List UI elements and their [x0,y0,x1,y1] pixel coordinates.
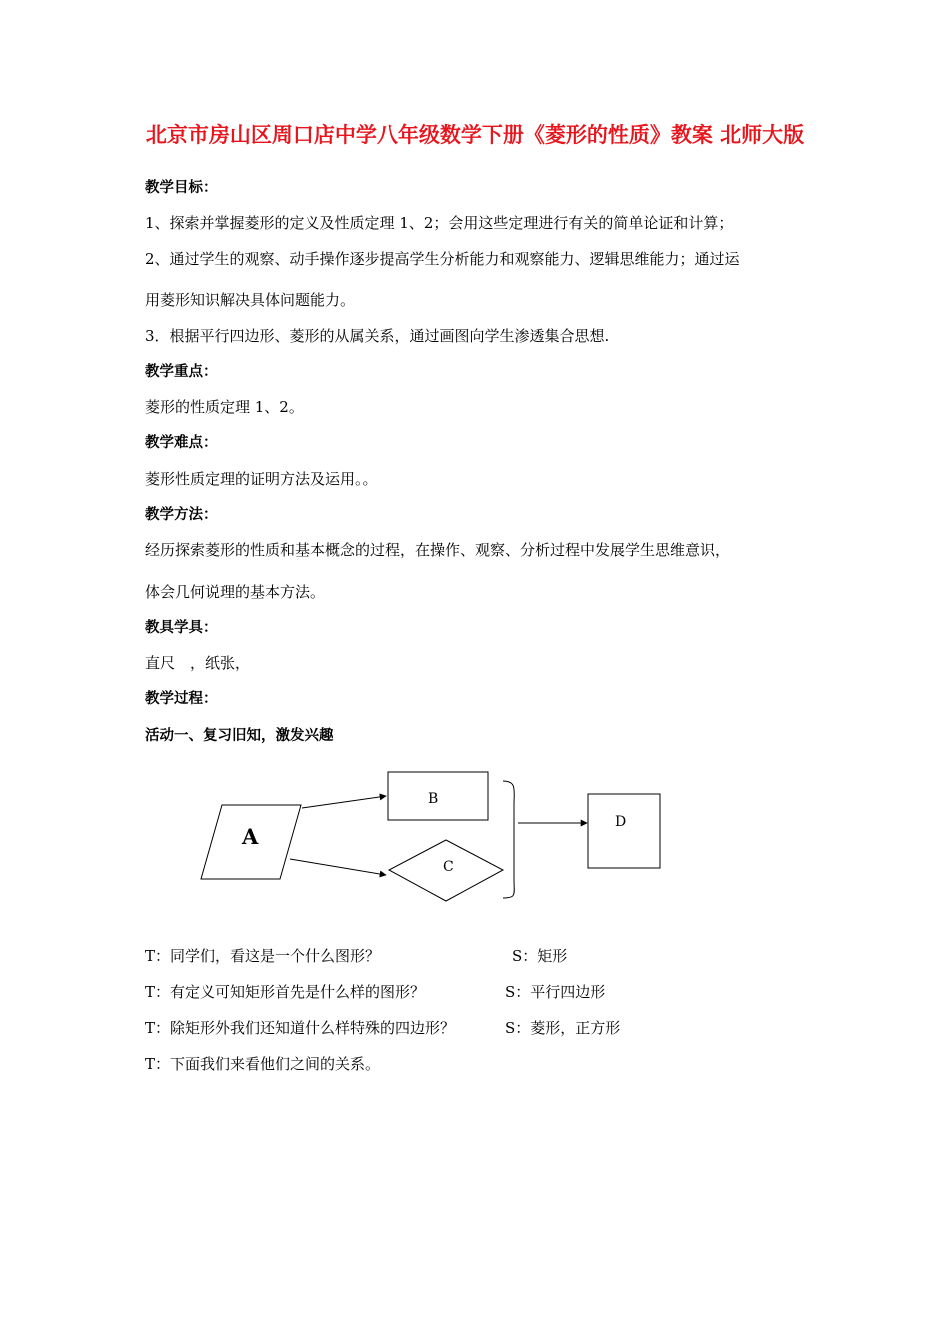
objectives-heading: 教学目标： [145,180,218,196]
method-heading: 教学方法： [145,507,218,523]
objective-3: 3．根据平行四边形、菱形的从属关系，通过画图向学生渗透集合思想. [145,327,610,345]
difficulty-heading: 教学难点： [145,435,218,451]
node-a-label: A [242,824,259,849]
dialogue-student-2: S：平行四边形 [505,983,606,1001]
activity-heading: 活动一、复习旧知，激发兴趣 [145,728,334,744]
method-line-2: 体会几何说理的基本方法。 [145,583,326,601]
method-line-1: 经历探索菱形的性质和基本概念的过程，在操作、观察、分析过程中发展学生思维意识， [145,541,731,559]
node-c-label: C [443,859,454,875]
key-points-text: 菱形的性质定理 1、2。 [145,398,304,416]
process-heading: 教学过程： [145,691,218,707]
dialogue-student-3: S：菱形，正方形 [505,1019,621,1037]
node-b-label: B [428,791,439,807]
objective-1: 1、探索并掌握菱形的定义及性质定理 1、2；会用这些定理进行有关的简单论证和计算； [145,214,734,232]
dialogue-teacher-3: T：除矩形外我们还知道什么样特殊的四边形？ [145,1019,456,1037]
tools-heading: 教具学具： [145,620,218,636]
arrow-a-to-b [302,796,386,808]
tools-text: 直尺 ，纸张， [145,654,251,672]
dialogue-teacher-4: T：下面我们来看他们之间的关系。 [145,1055,381,1073]
dialogue-student-1: S：矩形 [512,947,568,965]
key-points-heading: 教学重点： [145,364,218,380]
document-title: 北京市房山区周口店中学八年级数学下册《菱形的性质》教案 北师大版 [145,123,805,147]
right-brace [503,781,514,898]
dialogue-teacher-2: T：有定义可知矩形首先是什么样的图形？ [145,983,426,1001]
dialogue-teacher-1: T：同学们，看这是一个什么图形？ [145,947,381,965]
difficulty-text: 菱形性质定理的证明方法及运用。。 [145,470,378,488]
node-d-label: D [615,814,627,830]
arrow-a-to-c [290,859,386,875]
square-node-d [588,794,660,868]
objective-2-line-1: 2、通过学生的观察、动手操作逐步提高学生分析能力和观察能力、逻辑思维能力；通过运 [145,250,740,268]
objective-2-line-2: 用菱形知识解决具体问题能力。 [145,291,356,309]
